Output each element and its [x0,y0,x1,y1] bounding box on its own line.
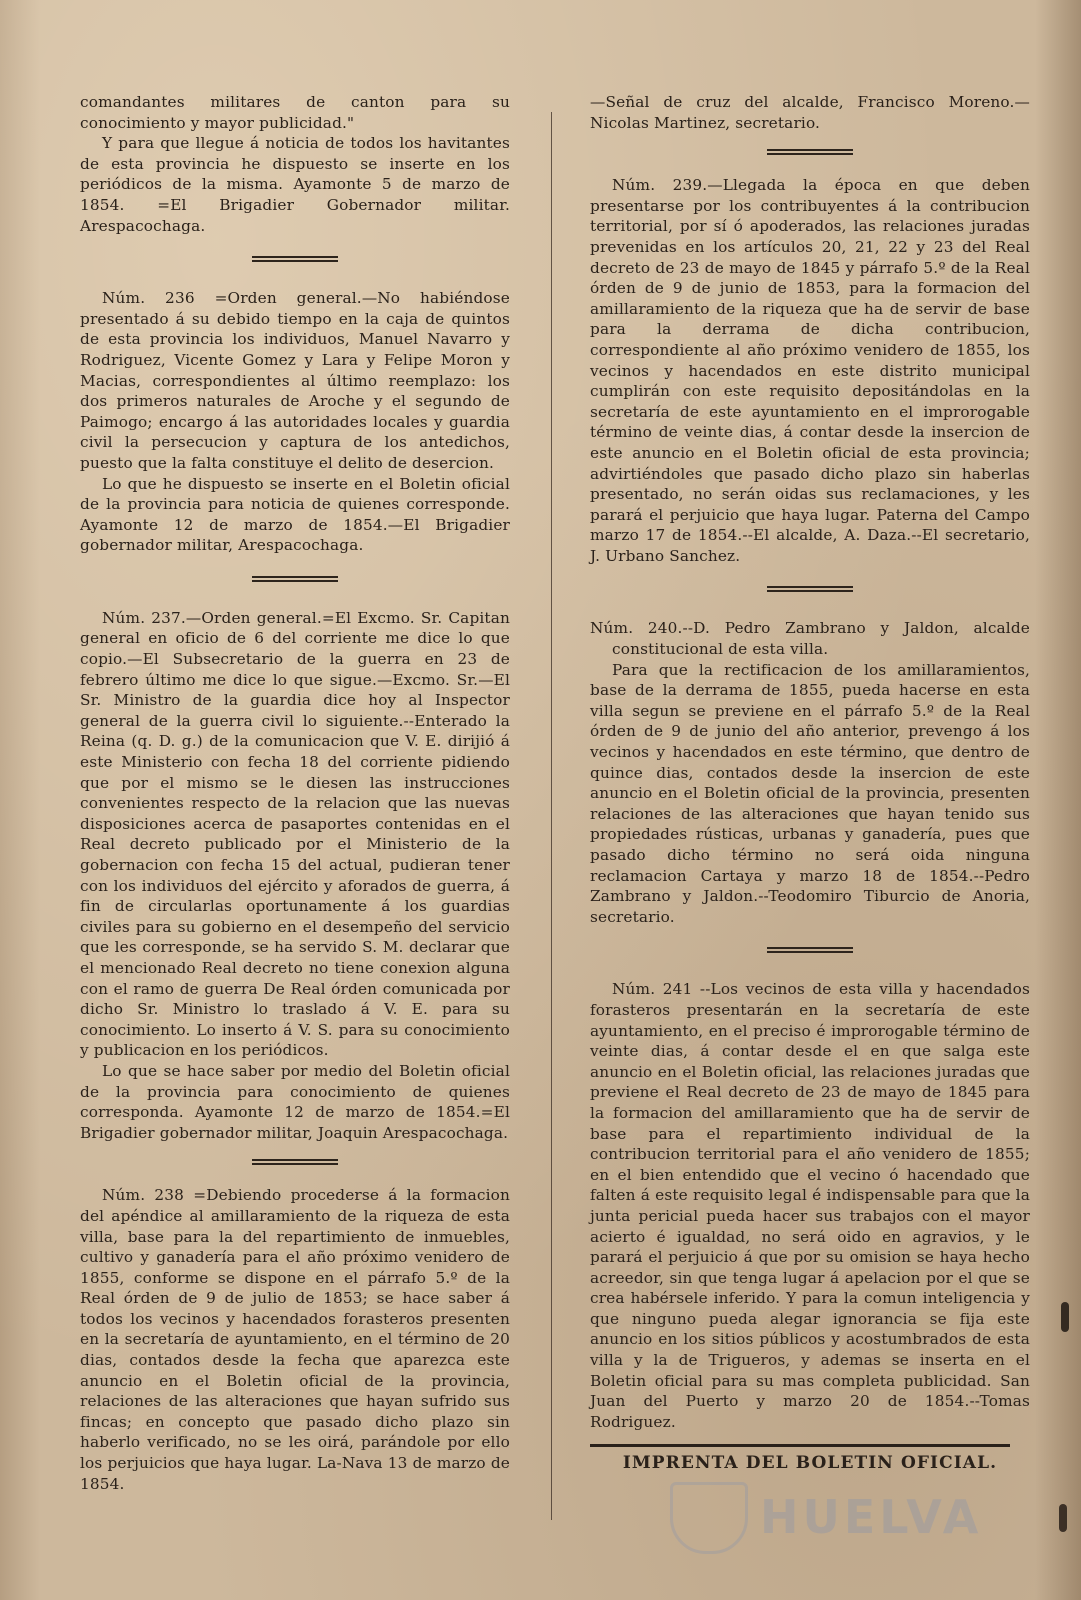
notice-237-closing: Lo que se hace saber por medio del Boletin oficial de la provincia para conocimiento de quienes corresponda. Ayamonte 12 de marzo de 1854.=El Brigadier gobernador militar, Joaquin Arespacochaga. [80,1061,510,1142]
archive-shield-icon [670,1482,748,1554]
archive-watermark: HUELVA [760,1490,983,1544]
section-separator [767,586,853,592]
paragraph-continuation: —Señal de cruz del alcalde, Francisco Moreno.—Nicolas Martinez, secretario. [590,93,1030,132]
section-separator [252,576,338,582]
page-edge-mark [1059,1504,1067,1532]
imprint-rule [590,1444,1010,1447]
paragraph-continuation: comandantes militares de canton para su conocimiento y mayor publicidad." [80,93,510,132]
section-separator [252,1159,338,1165]
notice-236: Núm. 236 =Orden general.—No habiéndose presentado á su debido tiempo en la caja de quintos de esta provincia los individuos, Manuel Navarro y Rodriguez, Vicente Gomez y Lara y Felipe Moron y Macias, correspondientes al último reemplazo: los dos primeros naturales de Aroche y el segundo de Paimogo; encargo á las autoridades locales y guardia civil la persecucion y captura de los antedichos, puesto que la falta constituye el delito de desercion. [80,289,510,472]
column-divider [551,112,552,1520]
section-separator [767,149,853,155]
notice-240-heading: Núm. 240.--D. Pedro Zambrano y Jaldon, alcalde constitucional de esta villa. [590,619,1030,659]
section-separator [767,947,853,953]
notice-237: Núm. 237.—Orden general.=El Excmo. Sr. Capitan general en oficio de 6 del corriente me dice lo que copio.—El Subsecretario de la guerra en 23 de febrero último me dice lo que sigue.—Excmo. Sr.—El Sr. Ministro de la guardia dice hoy al Inspector general de la guerra civil lo siguiente.--Enterado la Reina (q. D. g.) de la comunicacion que V. E. dirijió á este Ministerio con fecha 18 del corriente pidiendo que por el mismo se le diesen las instrucciones convenientes respecto de la relacion que las nuevas disposiciones acerca de pasaportes contenidas en el Real decreto publicado por el Ministerio de la gobernacion con fecha 15 del actual, pudieran tener con los individuos del ejército y aforados de guerra, á fin de circularlas oportunamente á los guardias civiles para su gobierno en el desempeño del servicio que les corresponde, se ha servido S. M. declarar que el mencionado Real decreto no tiene conexion alguna con el ramo de guerra De Real órden comunicada por dicho Sr. Ministro lo traslado á V. E. para su conocimiento. Lo inserto á V. S. para su conocimiento y publicacion en los periódicos. [80,608,510,1060]
left-column [80,92,510,1494]
page-edge-mark [1061,1302,1069,1332]
notice-241: Núm. 241 --Los vecinos de esta villa y hacendados forasteros presentarán en la secretaría de este ayuntamiento, en el preciso é improrogable término de veinte dias, á contar desde el en que salga este anuncio en el Boletin oficial, las relaciones juradas que previene el Real decreto de 23 de mayo de 1845 para la formacion del amillaramiento que ha de servir de base para el repartimiento individual de la contribucion territorial para el año venidero de 1855; en el bien entendido que el vecino ó hacendado que falten á este requisito legal é indispensable para que la junta pericial pueda hacer sus trabajos con el mayor acierto é igualdad, no será oido en agravios, y le parará el perjuicio á que por su omision se haya hecho acreedor, sin que tenga lugar á apelacion por el que se crea habérsele inferido. Y para la comun inteligencia y que ninguno pueda alegar ignorancia se fija este anuncio en los sitios públicos y acostumbrados de esta villa y la de Trigueros, y ademas se inserta en el Boletin oficial para su mas completa publicidad. San Juan del Puerto y marzo 20 de 1854.--Tomas Rodriguez. [590,980,1030,1431]
notice-238: Núm. 238 =Debiendo procederse á la formacion del apéndice al amillaramiento de la riqueza de esta villa, base para la del repartimiento de inmuebles, cultivo y ganadería para el año próximo venidero de 1855, conforme se dispone en el párrafo 5.º de la Real órden de 9 de julio de 1853; se hace saber á todos los vecinos y hacendados forasteros presenten en la secretaría de ayuntamiento, en el término de 20 dias, contados desde la fecha que aparezca este anuncio en el Boletin oficial de la provincia, relaciones de las alteraciones que hayan sufrido sus fincas; en concepto que pasado dicho plazo sin haberlo verificado, no se les oirá, parándole por ello los perjuicios que haya lugar. La-Nava 13 de marzo de 1854. [80,1186,510,1493]
right-column [590,92,1030,1473]
section-separator [252,256,338,262]
notice-236-closing: Lo que he dispuesto se inserte en el Boletin oficial de la provincia para noticia de quienes corresponde. Ayamonte 12 de marzo de 1854.—El Brigadier gobernador militar, Arespacochaga. [80,474,510,555]
notice-239: Núm. 239.—Llegada la época en que deben presentarse por los contribuyentes á la contribucion territorial, por sí ó apoderados, las relaciones juradas prevenidas en los artículos 20, 21, 22 y 23 del Real decreto de 23 de mayo de 1845 y párrafo 5.º de la Real órden de 9 de junio de 1853, para la formacion del amillaramiento de la riqueza que ha de servir de base para la derrama de dicha contribucion, correspondiente al año próximo venidero de 1855, los vecinos y hacendados en este distrito municipal cumplirán con este requisito depositándolas en la secretaría de este ayuntamiento en el improrogable término de veinte dias, á contar desde la insercion de este anuncio en el Boletin oficial de esta provincia; advirtiéndoles que pasado dicho plazo sin haberlas presentado, no serán oidas sus reclamaciones, y les parará el perjuicio que haya lugar. Paterna del Campo marzo 17 de 1854.--El alcalde, A. Daza.--El secretario, J. Urbano Sanchez. [590,176,1030,565]
notice-240: Para que la rectificacion de los amillaramientos, base de la derrama de 1855, pueda hacerse en esta villa segun se previene en el párrafo 5.º de la Real órden de 9 de junio del año anterior, prevengo á los vecinos y hacendados en este término, que dentro de quince dias, contados desde la insercion de este anuncio en el Boletin oficial de la provincia, presenten relaciones de las alteraciones que hayan tenido sus propiedades rústicas, urbanas y ganadería, pues que pasado dicho término no será oida ninguna reclamacion Cartaya y marzo 18 de 1854.--Pedro Zambrano y Jaldon.--Teodomiro Tiburcio de Anoria, secretario. [590,660,1030,926]
imprint-footer: IMPRENTA DEL BOLETIN OFICIAL. [622,1453,998,1474]
paragraph-closing: Y para que llegue á noticia de todos los havitantes de esta provincia he dispuesto se inserte en los periódicos de la misma. Ayamonte 5 de marzo de 1854. =El Brigadier Gobernador militar. Arespacochaga. [80,134,510,235]
